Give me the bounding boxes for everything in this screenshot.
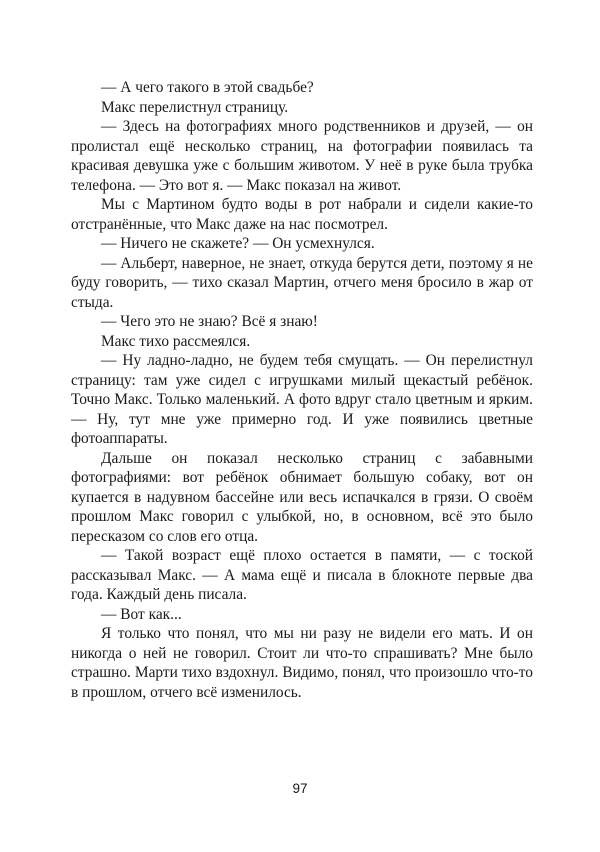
paragraph: Я только что понял, что мы ни разу не видели его мать. И он никогда о ней не говорил. Стоит ли что-то спрашивать? Мне было страшно. Марти тихо вздохнул. Видимо, понял, что произошло что-то в прошлом, отчего всё изменилось.	[71, 625, 533, 701]
paragraph: Мы с Мартином будто воды в рот набрали и сидели какие-то отстранённые, что Макс даже на нас посмотрел.	[71, 196, 533, 233]
paragraph: — Альберт, наверное, не знает, откуда берутся дети, поэтому я не буду говорить, — тихо сказал Мартин, отчего меня бросило в жар от стыда.	[71, 254, 533, 311]
paragraph: — Чего это не знаю? Всё я знаю!	[101, 313, 318, 330]
paragraph: — Ничего не скажете? — Он усмехнулся.	[101, 235, 375, 252]
paragraph: Макс тихо рассмеялся.	[101, 332, 251, 350]
paragraph: Макс перелистнул страницу.	[101, 98, 289, 116]
page-number: 97	[292, 781, 308, 796]
page-body	[71, 78, 533, 702]
paragraph: Дальше он показал несколько страниц с забавными фотографиями: вот ребёнок обнимает большую собаку, вот он купается в надувном бассейне или весь испачкался в грязи. О своём прошлом Макс говорил с улыбкой, но, в основном, всё это было пересказом со слов его отца.	[71, 449, 533, 545]
paragraph: — Здесь на фотографиях много родственников и друзей, — он пролистал ещё несколько страниц, на фотографии появилась та красивая девушка уже с большим животом. У неё в руке была трубка телефона. — Это вот я. — Макс показал на живот.	[71, 118, 533, 194]
paragraph: — А чего такого в этой свадьбе?	[101, 79, 314, 96]
paragraph: — Такой возраст ещё плохо остается в памяти, — с тоской рассказывал Макс. — А мама ещё и писала в блокноте первые два года. Каждый день писала.	[71, 547, 533, 603]
paragraph: — Ну ладно-ладно, не будем тебя смущать. — Он перелистнул страницу: там уже сидел с игрушками милый щекастый ребёнок. Точно Макс. Только маленький. А фото вдруг стало цветным и ярким. — Ну, тут мне уже примерно год. И уже появились цветные фотоаппараты.	[71, 352, 533, 447]
paragraph: — Вот как...	[101, 605, 182, 623]
